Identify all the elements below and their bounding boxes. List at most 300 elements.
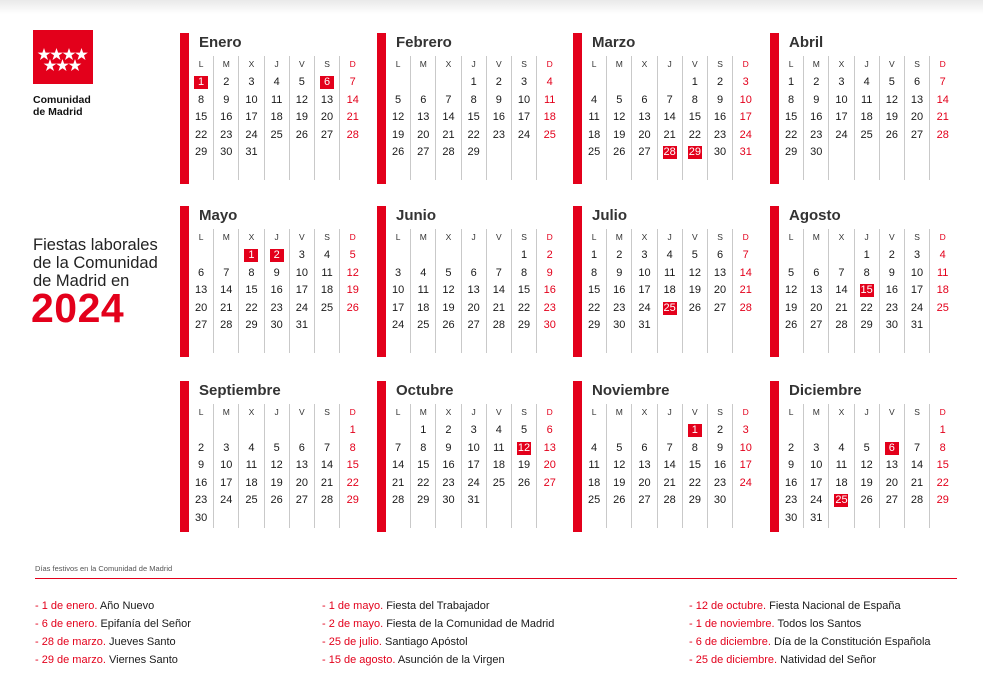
day-cell <box>804 457 829 475</box>
empty-cell <box>512 335 537 353</box>
day-number: 6 <box>320 76 334 89</box>
holiday-name: Santiago Apóstol <box>385 636 468 648</box>
day-number: 31 <box>295 319 308 332</box>
day-cell <box>239 475 264 493</box>
day-number: 26 <box>295 128 308 141</box>
day-number: 3 <box>298 249 305 261</box>
day-number: 27 <box>295 494 308 507</box>
day-cell <box>340 492 365 510</box>
day-number: 7 <box>349 76 356 88</box>
day-cell <box>582 127 607 145</box>
day-cell <box>537 127 562 145</box>
day-number: 1 <box>863 249 870 261</box>
day-number: 16 <box>784 476 798 489</box>
day-cell <box>265 317 290 335</box>
month-name: Mayo <box>199 207 238 224</box>
day-cell <box>386 144 411 162</box>
day-number: 9 <box>198 459 205 472</box>
day-cell <box>411 282 436 300</box>
day-cell <box>880 265 905 283</box>
day-cell <box>315 440 340 458</box>
week-row <box>582 492 764 510</box>
day-number: 17 <box>517 111 531 124</box>
brand-name <box>33 95 113 118</box>
month-name: Noviembre <box>592 382 670 399</box>
empty-cell <box>855 335 880 353</box>
day-cell <box>315 422 340 440</box>
day-number: 26 <box>885 128 898 141</box>
day-number: 10 <box>517 93 531 106</box>
day-number: 18 <box>936 284 949 297</box>
day-cell <box>804 247 829 265</box>
holiday-item <box>689 651 931 669</box>
day-cell <box>829 265 854 283</box>
day-number: 10 <box>810 459 823 472</box>
day-cell <box>239 144 264 162</box>
day-cell <box>512 282 537 300</box>
day-cell <box>855 440 880 458</box>
day-cell <box>905 265 930 283</box>
day-number: 16 <box>442 459 455 472</box>
day-number: 12 <box>391 111 405 124</box>
weekday-header-row <box>779 229 961 247</box>
weekday-label: S <box>905 229 930 247</box>
day-cell <box>436 492 461 510</box>
day-number: 25 <box>270 128 283 141</box>
day-cell <box>462 127 487 145</box>
day-number: 11 <box>417 284 429 297</box>
day-cell <box>683 265 708 283</box>
day-cell <box>855 457 880 475</box>
day-cell <box>779 317 804 335</box>
day-number: 25 <box>320 301 334 314</box>
day-number: 3 <box>470 424 477 436</box>
day-cell <box>880 92 905 110</box>
day-number: 6 <box>198 266 205 279</box>
empty-cell <box>582 335 607 353</box>
day-number: 18 <box>587 128 601 141</box>
day-cell <box>855 422 880 440</box>
day-number: 30 <box>543 319 556 332</box>
empty-cell <box>265 335 290 353</box>
day-cell <box>779 475 804 493</box>
day-number: 13 <box>713 266 727 279</box>
weekday-label: V <box>880 56 905 74</box>
day-number: 10 <box>467 441 480 454</box>
day-number: 29 <box>346 494 359 507</box>
holiday-day-cell <box>829 492 854 510</box>
week-row <box>779 475 961 493</box>
day-number: 29 <box>688 146 701 159</box>
month-days-grid <box>779 56 961 180</box>
day-cell <box>214 247 239 265</box>
day-number: 10 <box>739 441 752 454</box>
day-cell <box>804 282 829 300</box>
day-number: 20 <box>295 476 308 489</box>
weekday-header-row <box>582 229 764 247</box>
day-cell <box>537 492 562 510</box>
day-number: 17 <box>467 459 480 472</box>
weekday-label: D <box>546 407 553 417</box>
day-cell <box>462 144 487 162</box>
empty-cell <box>658 162 683 180</box>
weekday-header-row <box>386 56 568 74</box>
day-number: 24 <box>739 128 752 141</box>
weekday-label: S <box>315 229 340 247</box>
day-cell <box>265 300 290 318</box>
month-accent-bar <box>180 206 189 357</box>
empty-cell <box>658 335 683 353</box>
month-accent-bar <box>377 33 386 184</box>
day-cell <box>733 440 758 458</box>
day-cell <box>880 144 905 162</box>
day-number: 27 <box>467 319 480 332</box>
day-number: 20 <box>194 301 208 314</box>
empty-cell <box>487 510 512 528</box>
empty-row <box>582 162 764 180</box>
day-number: 29 <box>417 494 430 507</box>
brand-line-2: de Madrid <box>33 105 83 118</box>
weekday-label: S <box>512 56 537 74</box>
day-cell <box>436 74 461 92</box>
day-cell <box>462 492 487 510</box>
day-number: 5 <box>616 93 623 106</box>
day-cell <box>855 127 880 145</box>
day-cell <box>340 127 365 145</box>
week-row <box>779 265 961 283</box>
day-cell <box>930 300 955 318</box>
weekday-label: X <box>632 56 657 74</box>
day-cell <box>905 492 930 510</box>
day-cell <box>607 492 632 510</box>
holiday-name: Viernes Santo <box>108 654 178 666</box>
day-cell <box>487 475 512 493</box>
day-cell <box>411 74 436 92</box>
weekday-label: L <box>386 56 411 74</box>
day-cell <box>708 440 733 458</box>
day-number: 22 <box>587 301 601 314</box>
day-number: 17 <box>910 284 924 297</box>
day-number: 5 <box>520 424 528 436</box>
day-number: 12 <box>860 459 873 472</box>
day-number: 2 <box>495 76 502 88</box>
day-cell <box>214 92 239 110</box>
day-number: 1 <box>591 249 598 261</box>
month-name: Abril <box>789 34 824 51</box>
day-cell <box>537 109 562 127</box>
day-cell <box>290 510 315 528</box>
day-number: 27 <box>320 128 334 141</box>
month-accent-bar <box>180 381 189 532</box>
day-cell <box>582 422 607 440</box>
day-number: 7 <box>666 93 673 106</box>
day-number: 23 <box>492 128 505 141</box>
day-number: 14 <box>739 266 752 279</box>
day-cell <box>880 457 905 475</box>
day-cell <box>880 317 905 335</box>
weekday-label: D <box>939 232 946 242</box>
empty-cell <box>607 162 632 180</box>
holiday-name: Todos los Santos <box>777 618 862 630</box>
day-cell <box>855 74 880 92</box>
weekday-header-row <box>779 56 961 74</box>
day-number: 26 <box>613 494 626 507</box>
day-cell <box>436 127 461 145</box>
day-number: 25 <box>245 494 258 507</box>
day-number: 15 <box>245 284 258 297</box>
day-number: 5 <box>863 441 870 454</box>
month-accent-bar <box>573 206 582 357</box>
day-number: 30 <box>613 319 626 332</box>
day-cell <box>733 265 758 283</box>
day-cell <box>930 127 955 145</box>
day-cell <box>683 457 708 475</box>
day-cell <box>537 300 562 318</box>
day-cell <box>214 300 239 318</box>
day-number: 6 <box>913 76 921 88</box>
day-number: 14 <box>910 459 924 472</box>
day-cell <box>436 109 461 127</box>
day-cell <box>436 440 461 458</box>
day-cell <box>340 109 365 127</box>
month-accent-bar <box>770 206 779 357</box>
day-number: 20 <box>638 476 651 489</box>
day-cell <box>880 510 905 528</box>
day-number: 1 <box>939 424 946 436</box>
day-cell <box>880 492 905 510</box>
day-cell <box>411 492 436 510</box>
day-number: 14 <box>663 111 676 124</box>
day-cell <box>537 74 562 92</box>
day-number: 7 <box>495 266 502 279</box>
day-cell <box>733 317 758 335</box>
day-cell <box>779 127 804 145</box>
month-diciembre <box>770 381 960 532</box>
day-cell <box>436 265 461 283</box>
day-number: 15 <box>784 111 798 124</box>
day-number: 16 <box>713 111 727 124</box>
weekday-label: V <box>487 56 512 74</box>
day-number: 18 <box>492 459 505 472</box>
day-number: 14 <box>936 93 949 106</box>
day-cell <box>436 457 461 475</box>
day-cell <box>880 300 905 318</box>
day-number: 22 <box>517 301 531 314</box>
week-row <box>386 440 568 458</box>
day-number: 2 <box>813 76 820 88</box>
day-number: 7 <box>395 441 402 454</box>
day-cell <box>436 144 461 162</box>
week-row <box>779 317 961 335</box>
day-number: 11 <box>588 459 600 472</box>
stars-icon <box>33 30 93 84</box>
day-cell <box>658 247 683 265</box>
day-cell <box>340 144 365 162</box>
day-number: 7 <box>913 441 921 454</box>
day-number: 30 <box>194 511 208 524</box>
day-number: 8 <box>420 441 427 454</box>
day-number: 11 <box>544 93 556 106</box>
day-number: 19 <box>442 301 455 314</box>
day-cell <box>239 457 264 475</box>
day-number: 22 <box>467 128 480 141</box>
day-number: 28 <box>739 301 752 314</box>
empty-row <box>189 335 371 353</box>
day-number: 23 <box>543 301 556 314</box>
day-cell <box>239 109 264 127</box>
day-cell <box>930 109 955 127</box>
weekday-label: X <box>436 56 461 74</box>
day-cell <box>411 475 436 493</box>
week-row <box>582 127 764 145</box>
day-cell <box>214 74 239 92</box>
empty-row <box>582 335 764 353</box>
week-row <box>779 422 961 440</box>
day-number: 23 <box>784 494 798 507</box>
day-cell <box>683 475 708 493</box>
day-cell <box>487 440 512 458</box>
day-cell <box>829 109 854 127</box>
day-cell <box>189 92 214 110</box>
week-row <box>386 109 568 127</box>
day-cell <box>315 317 340 335</box>
day-number: 26 <box>517 476 531 489</box>
empty-row <box>386 335 568 353</box>
day-number: 21 <box>663 128 676 141</box>
day-cell <box>905 74 930 92</box>
empty-cell <box>632 162 657 180</box>
day-number: 15 <box>587 284 601 297</box>
holiday-day-cell <box>683 144 708 162</box>
day-number: 26 <box>391 146 405 159</box>
day-number: 20 <box>713 284 727 297</box>
day-number: 19 <box>346 284 359 297</box>
day-number: 28 <box>835 319 848 332</box>
day-number: 20 <box>467 301 480 314</box>
day-cell <box>683 127 708 145</box>
day-number: 13 <box>638 459 651 472</box>
day-number: 17 <box>739 459 752 472</box>
day-cell <box>829 510 854 528</box>
day-number: 26 <box>442 319 455 332</box>
day-cell <box>265 282 290 300</box>
day-cell <box>411 317 436 335</box>
weekday-label: L <box>386 404 411 422</box>
day-number: 16 <box>220 111 233 124</box>
day-number: 25 <box>587 494 601 507</box>
day-number: 4 <box>273 76 280 88</box>
empty-cell <box>708 510 733 528</box>
holiday-name: Asunción de la Virgen <box>397 654 505 666</box>
empty-cell <box>340 335 365 353</box>
day-cell <box>315 127 340 145</box>
day-number: 14 <box>391 459 405 472</box>
day-number: 1 <box>520 249 528 261</box>
week-row <box>386 282 568 300</box>
day-cell <box>189 317 214 335</box>
day-number: 29 <box>467 146 480 159</box>
day-number: 20 <box>885 476 898 489</box>
empty-cell <box>315 162 340 180</box>
day-number: 31 <box>467 494 480 507</box>
day-cell <box>487 127 512 145</box>
day-number: 19 <box>885 111 898 124</box>
day-cell <box>340 282 365 300</box>
day-number: 24 <box>295 301 308 314</box>
day-cell <box>632 440 657 458</box>
empty-cell <box>733 335 758 353</box>
day-number: 17 <box>835 111 848 124</box>
day-cell <box>340 422 365 440</box>
day-number: 21 <box>442 128 455 141</box>
day-cell <box>411 127 436 145</box>
day-number: 19 <box>391 128 405 141</box>
empty-cell <box>905 162 930 180</box>
week-row <box>779 282 961 300</box>
holiday-name: Jueves Santo <box>108 636 176 648</box>
day-cell <box>386 282 411 300</box>
week-row <box>189 282 371 300</box>
month-accent-bar <box>180 33 189 184</box>
day-number: 4 <box>248 441 255 454</box>
day-number: 26 <box>784 319 798 332</box>
day-cell <box>779 92 804 110</box>
week-row <box>779 510 961 528</box>
weekday-label: S <box>708 56 733 74</box>
weekday-label: J <box>265 56 290 74</box>
weekday-label: M <box>804 404 829 422</box>
day-number: 27 <box>885 494 898 507</box>
day-cell <box>537 457 562 475</box>
empty-cell <box>537 162 562 180</box>
weekday-label: V <box>487 229 512 247</box>
day-cell <box>512 144 537 162</box>
day-cell <box>683 300 708 318</box>
empty-cell <box>290 335 315 353</box>
weekday-label: L <box>779 56 804 74</box>
week-row <box>582 282 764 300</box>
day-cell <box>290 265 315 283</box>
empty-cell <box>930 335 955 353</box>
weekday-label: M <box>214 229 239 247</box>
weekday-label: X <box>239 56 264 74</box>
day-cell <box>487 317 512 335</box>
day-cell <box>582 440 607 458</box>
weekday-label: D <box>349 407 356 417</box>
day-number: 10 <box>835 93 848 106</box>
day-cell <box>708 265 733 283</box>
day-cell <box>829 422 854 440</box>
day-number: 27 <box>417 146 430 159</box>
day-cell <box>462 247 487 265</box>
day-cell <box>512 457 537 475</box>
day-cell <box>658 317 683 335</box>
day-cell <box>189 265 214 283</box>
headline-line-2: de la Comunidad <box>33 254 158 272</box>
day-cell <box>829 457 854 475</box>
day-cell <box>607 282 632 300</box>
holiday-date: - 1 de mayo. <box>322 600 384 612</box>
day-cell <box>214 282 239 300</box>
day-cell <box>537 282 562 300</box>
weekday-label: V <box>290 56 315 74</box>
empty-cell <box>189 335 214 353</box>
day-cell <box>537 144 562 162</box>
day-cell <box>386 440 411 458</box>
day-cell <box>632 475 657 493</box>
day-number: 10 <box>638 266 651 279</box>
day-number: 7 <box>223 266 230 279</box>
